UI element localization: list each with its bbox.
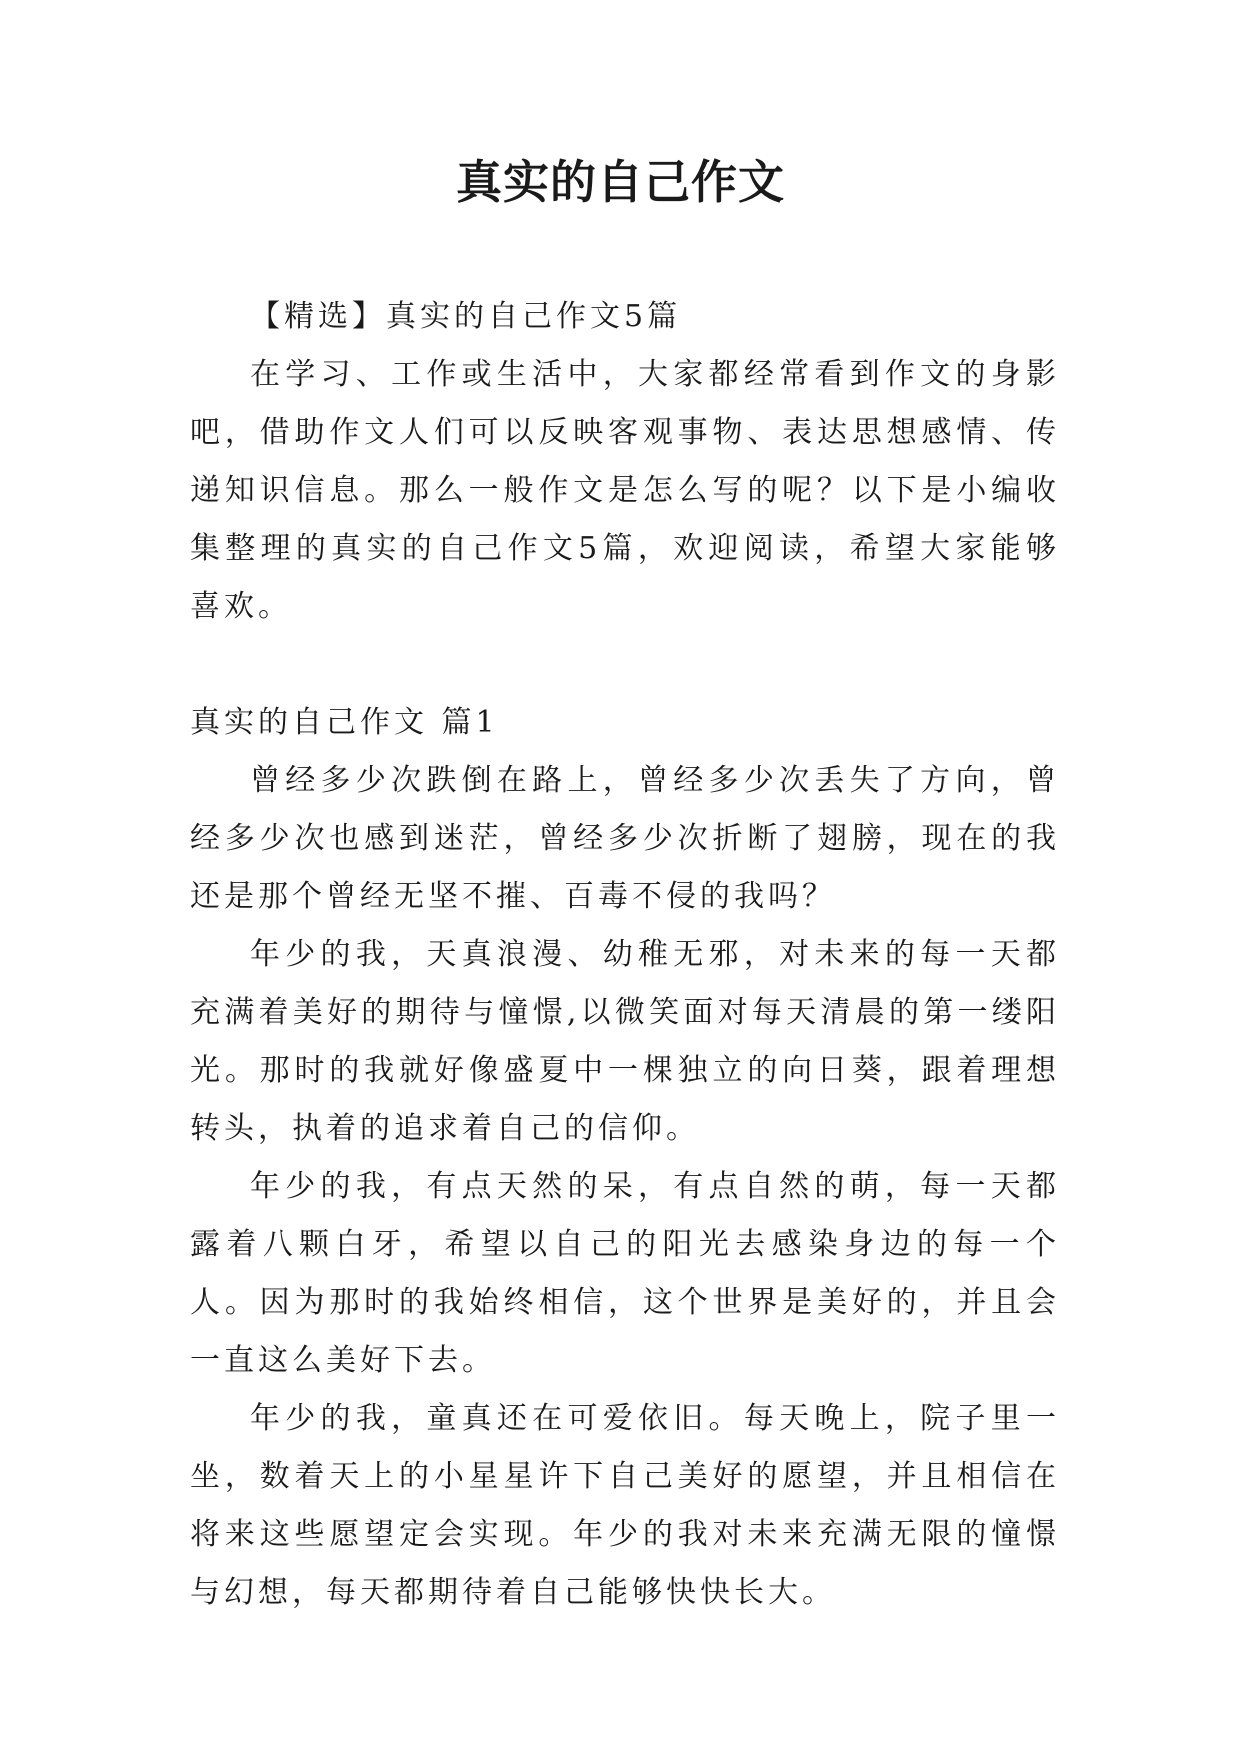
- intro-line: 【精选】真实的自己作文5篇: [250, 299, 682, 334]
- section-paragraph: 年少的我，天真浪漫、幼稚无邪，对未来的每一天都充满着美好的期待与憧憬,以微笑面对每天清晨的第一缕阳光。那时的我就好像盛夏中一棵独立的向日葵，跟着理想转头，执着的追求着自己的信仰。: [190, 937, 1060, 1146]
- intro-paragraph: 在学习、工作或生活中，大家都经常看到作文的身影吧，借助作文人们可以反映客观事物、表达思想感情、传递知识信息。那么一般作文是怎么写的呢？以下是小编收集整理的真实的自己作文5篇，欢迎阅读，希望大家能够喜欢。: [190, 357, 1060, 624]
- document-body: [190, 288, 1060, 1622]
- section-heading: 真实的自己作文 篇1: [190, 705, 499, 740]
- section-paragraph: 年少的我，童真还在可爱依旧。每天晚上，院子里一坐，数着天上的小星星许下自己美好的愿望，并且相信在将来这些愿望定会实现。年少的我对未来充满无限的憧憬与幻想，每天都期待着自己能够快快长大。: [190, 1401, 1060, 1610]
- section-paragraph: 曾经多少次跌倒在路上，曾经多少次丢失了方向，曾经多少次也感到迷茫，曾经多少次折断了翅膀，现在的我还是那个曾经无坚不摧、百毒不侵的我吗？: [190, 763, 1060, 914]
- page-title: 真实的自己作文: [456, 155, 785, 209]
- section-paragraph: 年少的我，有点天然的呆，有点自然的萌，每一天都露着八颗白牙，希望以自己的阳光去感染身边的每一个人。因为那时的我始终相信，这个世界是美好的，并且会一直这么美好下去。: [190, 1169, 1060, 1378]
